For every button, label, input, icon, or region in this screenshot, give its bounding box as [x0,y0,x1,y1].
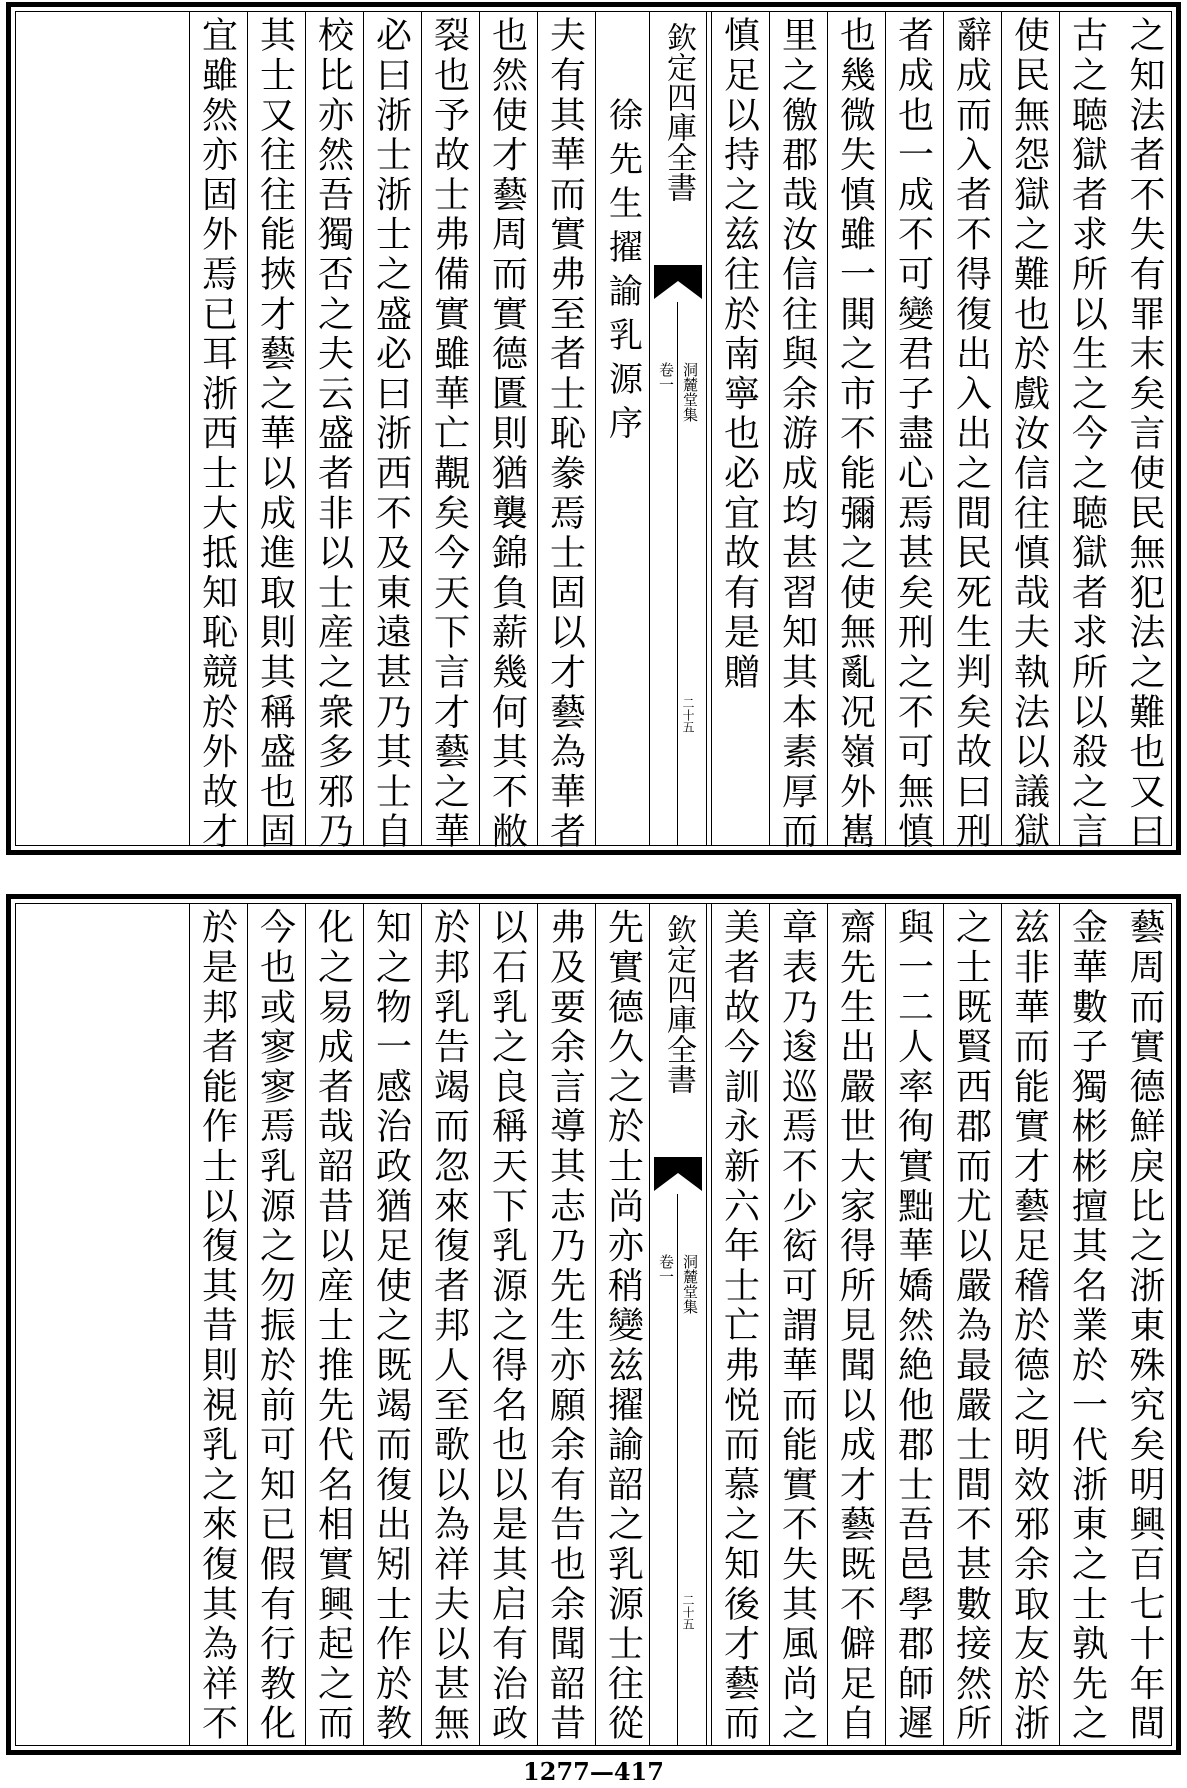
column-text: 先實德久之於士尚亦稍變兹擢諭韶之乳源士往從 [602,908,644,1744]
text-column [943,12,997,852]
column-text: 里之徼郡哉汝信往與余游成均甚習知其本素厚而 [776,16,818,852]
column-text: 兹非華而能實才藝足稽於德之明效邪余取友於浙 [1008,908,1050,1744]
volume-label: 卷一 [657,362,675,392]
column-text: 裂也予故士弗備實雖華亡覯矣今天下言才藝之華 [428,16,470,852]
text-column [885,12,939,852]
page-number: 1277—417 [523,1757,664,1786]
column-text: 化之易成者哉韶昔以産士推先代名相實興起之而 [312,908,354,1744]
column-text: 者成也一成不可變君子盡心焉甚矣刑之不可無慎 [892,16,934,852]
centre-fold-column [649,12,707,845]
text-column [363,12,417,852]
column-text: 藝周而實德鮮戾比之浙東殊究矣明興百七十年間 [1124,908,1165,1744]
column-text: 宜雖然亦固外焉已耳浙西士大抵知恥競於外故才 [196,16,238,852]
essay-title: 徐先生擢諭乳源序 [602,97,643,449]
essay-title-column [595,12,649,845]
text-column [479,12,533,852]
text-column [769,904,823,1745]
fish-tail-mark-icon [654,1157,702,1191]
column-text: 以石乳之良稱天下乳源之得名也以是其启有治政 [486,908,528,1744]
bottom-page-frame [15,903,1172,1746]
text-column [537,904,591,1745]
column-text: 古之聴獄者求所以生之今之聴獄者求所以殺之言 [1066,16,1108,852]
text-column [421,12,475,852]
text-column [595,904,649,1745]
column-text: 今也或寥寥焉乳源之勿振於前可知已假有行教化 [254,908,296,1744]
text-column [1117,12,1171,852]
top-page-frame [15,11,1172,852]
fold-line [677,302,678,845]
column-text: 必曰浙士浙士之盛必曰浙西不及東遠甚乃其士自 [370,16,412,852]
text-column [189,904,243,1745]
text-column [827,904,881,1745]
text-column [363,904,417,1745]
column-text: 金華數子獨彬彬擅其名業於一代浙東之士孰先之 [1066,908,1108,1744]
column-text: 知之物一感治政猶足使之既竭而復出矧士作於教 [370,908,412,1744]
column-text: 與一二人率徇實黜華嬌然絶他郡士吾邑學郡師遲 [892,908,934,1744]
text-column [305,12,359,852]
text-column [1001,904,1055,1745]
volume-label: 卷一 [657,1254,675,1284]
column-text: 辭成而入者不得復出入出之間民死生判矣故曰刑 [950,16,992,852]
column-text: 之知法者不失有罪末矣言使民無犯法之難也又曰 [1124,16,1165,852]
fold-line [677,1194,678,1745]
collection-title: 洞麓堂集 [681,1254,699,1314]
top-page [6,2,1181,855]
text-column [1059,12,1113,852]
column-text: 齋先生出嚴世大家得所見聞以成才藝既不僻足自 [834,908,876,1744]
centre-fold-column [649,904,707,1745]
column-text: 慎足以持之兹往於南寧也必宜故有是贈 [718,16,760,693]
column-text: 其士又往往能挾才藝之華以成進取則其稱盛也固 [254,16,296,852]
text-column [711,904,765,1745]
column-text: 之士既賢西郡而尤以嚴為最嚴士間不甚數接然所 [950,908,992,1744]
text-column [1117,904,1171,1745]
text-column [827,12,881,852]
column-text: 校比亦然吾獨否之夫云盛者非以士産之衆多邪乃 [312,16,354,852]
column-text: 於邦乳告竭而忽來復者邦人至歌以為祥夫以甚無 [428,908,470,1744]
bottom-page [6,894,1181,1755]
column-text: 夫有其華而實弗至者士恥豢焉士固以才藝為華者 [544,16,586,852]
column-text: 弗及要余言導其志乃先生亦願余有告也余聞韶昔 [544,908,586,1744]
library-title: 欽定四庫全書 [661,914,696,1094]
leaf-number: 二十五 [681,1594,695,1630]
text-column [769,12,823,852]
column-text: 美者故今訓永新六年士亡弗悦而慕之知後才藝而 [718,908,760,1744]
column-text: 也幾微失慎雖一閧之市不能彌之使無亂况嶺外嶲 [834,16,876,852]
column-text: 也然使才藝周而實德匱則猶襲錦負薪幾何其不敝 [486,16,528,852]
text-column [247,12,301,852]
text-column [1059,904,1113,1745]
fish-tail-mark-icon [654,265,702,299]
text-column [537,12,591,852]
text-column [711,12,765,845]
text-column [247,904,301,1745]
column-text: 章表乃逡巡焉不少衒可謂華而能實不失其風尚之 [776,908,818,1744]
text-column [479,904,533,1745]
text-column [189,12,243,852]
library-title: 欽定四庫全書 [661,22,696,202]
collection-title: 洞麓堂集 [681,362,699,422]
text-column [305,904,359,1745]
column-text: 使民無怨獄之難也於戲汝信往慎哉夫執法以議獄 [1008,16,1050,852]
leaf-number: 二十五 [681,697,695,733]
column-text: 於是邦者能作士以復其昔則視乳之來復其為祥不 [196,908,238,1744]
text-column [943,904,997,1745]
text-column [885,904,939,1745]
text-column [421,904,475,1745]
text-column [1001,12,1055,852]
